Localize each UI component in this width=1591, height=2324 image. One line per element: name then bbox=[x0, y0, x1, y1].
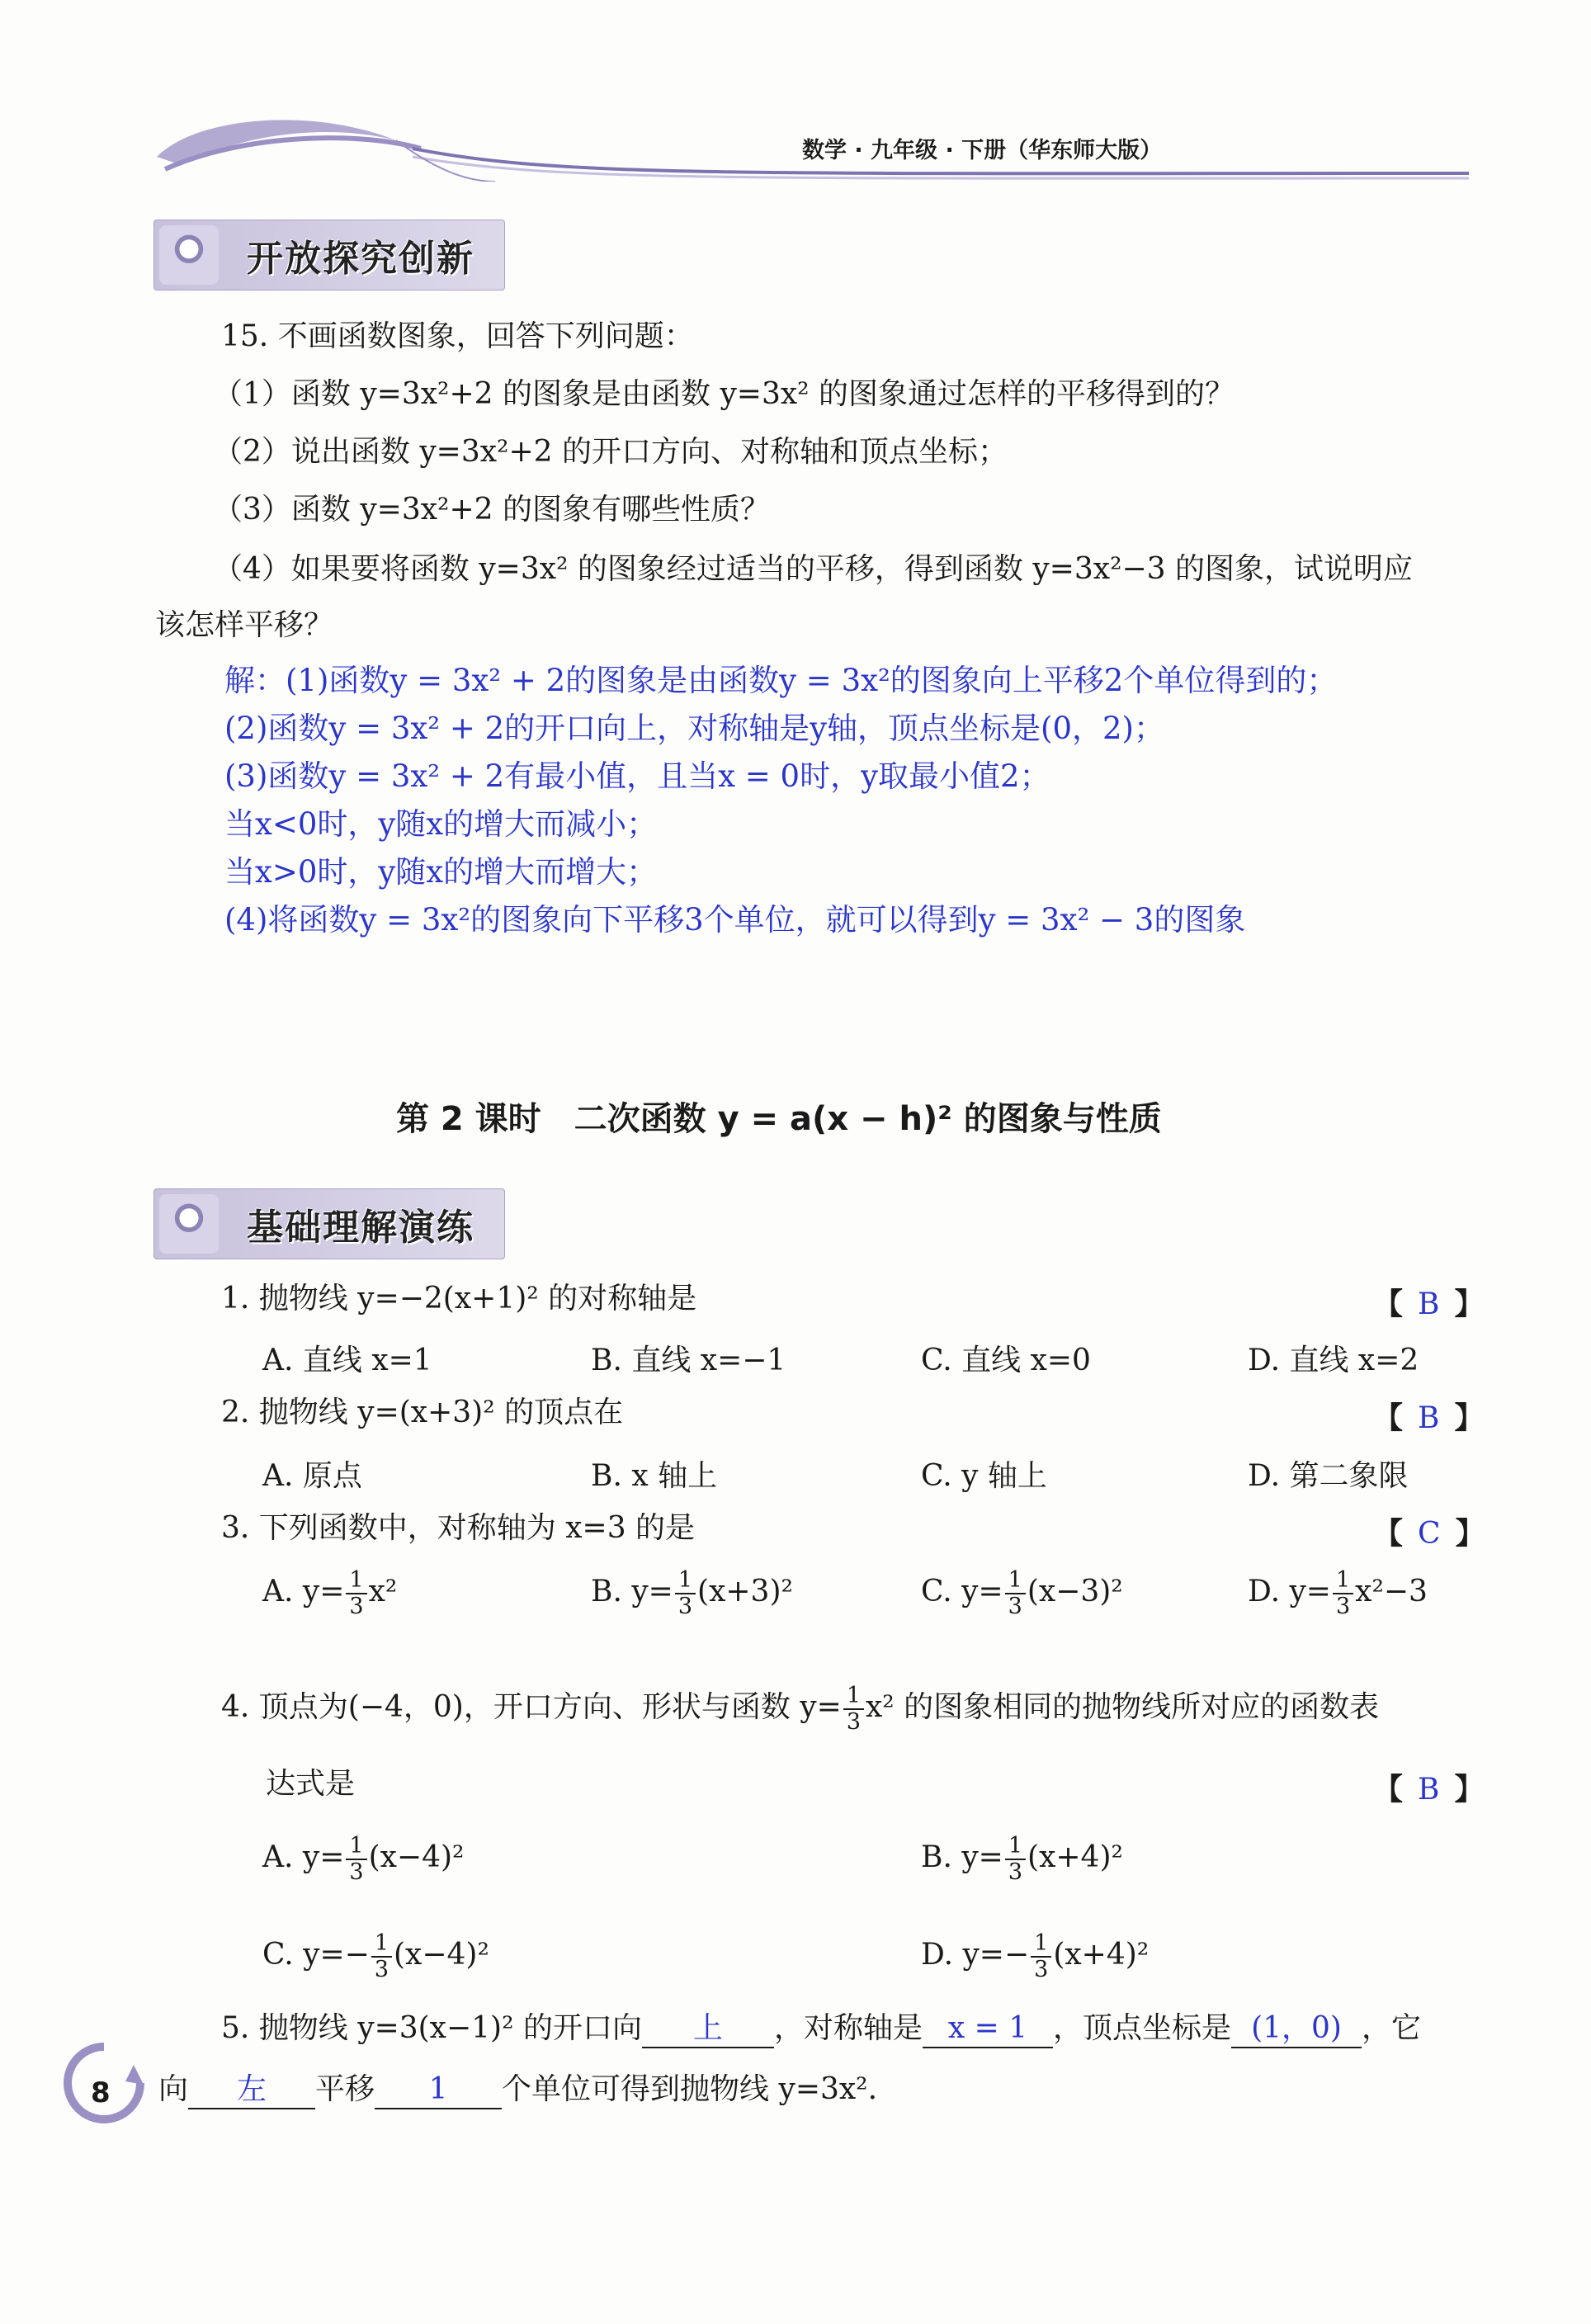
q2-stem: 2. 抛物线 y=(x+3)² 的顶点在 bbox=[221, 1396, 624, 1429]
q5-blank-units[interactable]: 1 bbox=[375, 2071, 502, 2109]
q15-part4-line2: 该怎样平移？ bbox=[155, 608, 334, 642]
q1-option-c: C. 直线 x=0 bbox=[921, 1344, 1091, 1377]
banner-title: 开放探究创新 bbox=[247, 238, 474, 280]
q3-answer-bracket: 【 C 】 bbox=[1373, 1517, 1485, 1551]
q2-answer: B bbox=[1418, 1401, 1440, 1435]
q4-answer: B bbox=[1418, 1773, 1440, 1807]
q15-solution bbox=[224, 657, 1337, 944]
q3-option-c: C. y= $\frac{1}{3}$ (x−3)² bbox=[921, 1567, 1123, 1619]
q2-option-d: D. 第二象限 bbox=[1248, 1459, 1409, 1493]
q1-answer-bracket: 【 B 】 bbox=[1373, 1287, 1485, 1321]
q4-option-d: D. y=− $\frac{1}{3}$ (x+4)² bbox=[921, 1930, 1150, 1982]
q15-stem: 15. 不画函数图象，回答下列问题： bbox=[221, 319, 694, 353]
mascot-icon bbox=[159, 1194, 219, 1254]
lesson-title: 第 2 课时 二次函数 y = a(x − h)² 的图象与性质 bbox=[396, 1100, 1162, 1138]
solution-line: (4)将函数y = 3x²的图象向下平移3个单位，就可以得到y = 3x² − 3的图象 bbox=[224, 902, 1246, 938]
q5-line1: 5. 抛物线 y=3(x−1)² 的开口向 上 ，对称轴是 x = 1 ，顶点坐标是 (1，0) ，它 bbox=[221, 2010, 1421, 2048]
q4-option-b: B. y= $\frac{1}{3}$ (x+4)² bbox=[921, 1833, 1123, 1885]
q4-stem-line2: 达式是 bbox=[266, 1767, 356, 1801]
q5-blank-vertex[interactable]: (1，0) bbox=[1231, 2010, 1362, 2048]
q4-option-a: A. y= $\frac{1}{3}$ (x−4)² bbox=[262, 1833, 465, 1885]
q5-blank-direction[interactable]: 左 bbox=[188, 2071, 315, 2109]
q15-part4-line1: （4）如果要将函数 y=3x² 的图象经过适当的平移，得到函数 y=3x²−3 的图象，试说明应 bbox=[213, 552, 1414, 586]
q3-stem: 3. 下列函数中，对称轴为 x=3 的是 bbox=[221, 1511, 696, 1545]
page-number-badge bbox=[59, 2038, 149, 2128]
header-title: 数学 · 九年级 · 下册（华东师大版） bbox=[802, 138, 1163, 163]
solution-line: 解：(1)函数y = 3x² + 2的图象是由函数y = 3x²的图象向上平移2个单位得到的； bbox=[224, 663, 1338, 698]
q5-line2: 向 左 平移 1 个单位可得到抛物线 y=3x². bbox=[158, 2071, 877, 2109]
q2-option-c: C. y 轴上 bbox=[921, 1459, 1047, 1493]
q15-part1: （1）函数 y=3x²+2 的图象是由函数 y=3x² 的图象通过怎样的平移得到的？ bbox=[213, 377, 1235, 411]
q2-option-b: B. x 轴上 bbox=[591, 1459, 718, 1493]
q2-option-a: A. 原点 bbox=[262, 1459, 362, 1493]
q4-option-c: C. y=− $\frac{1}{3}$ (x−4)² bbox=[262, 1930, 489, 1982]
q1-option-d: D. 直线 x=2 bbox=[1248, 1344, 1419, 1377]
section-banner-open-inquiry bbox=[153, 220, 505, 290]
q3-answer: C bbox=[1418, 1517, 1441, 1551]
solution-line: (3)函数y = 3x² + 2有最小值，且当x = 0时，y取最小值2； bbox=[224, 758, 1050, 794]
q15-part2: （2）说出函数 y=3x²+2 的开口方向、对称轴和顶点坐标； bbox=[213, 435, 1008, 469]
solution-line: 当x>0时，y随x的增大而增大； bbox=[224, 854, 658, 890]
q1-option-b: B. 直线 x=−1 bbox=[591, 1344, 786, 1377]
page-number: 8 bbox=[91, 2076, 111, 2109]
q4-answer-bracket: 【 B 】 bbox=[1373, 1773, 1485, 1807]
mascot-icon bbox=[159, 225, 219, 285]
q3-option-d: D. y= $\frac{1}{3}$ x²−3 bbox=[1248, 1567, 1428, 1619]
q4-stem-line1: 4. 顶点为(−4，0)，开口方向、形状与函数 y= $\frac{1}{3}$ x² 的图象相同的抛物线所对应的函数表 bbox=[221, 1683, 1380, 1735]
solution-line: (2)函数y = 3x² + 2的开口向上，对称轴是y轴，顶点坐标是(0，2)； bbox=[224, 711, 1164, 746]
section-banner-basic-practice bbox=[153, 1188, 505, 1259]
q1-stem: 1. 抛物线 y=−2(x+1)² 的对称轴是 bbox=[221, 1282, 697, 1316]
q15-part3: （3）函数 y=3x²+2 的图象有哪些性质？ bbox=[213, 493, 771, 527]
q1-answer: B bbox=[1418, 1287, 1440, 1321]
q5-blank-opening[interactable]: 上 bbox=[642, 2010, 774, 2048]
q5-blank-axis[interactable]: x = 1 bbox=[923, 2010, 1053, 2048]
q1-option-a: A. 直线 x=1 bbox=[262, 1344, 432, 1377]
q2-answer-bracket: 【 B 】 bbox=[1373, 1401, 1485, 1435]
q3-option-a: A. y= $\frac{1}{3}$ x² bbox=[262, 1567, 398, 1619]
q3-option-b: B. y= $\frac{1}{3}$ (x+3)² bbox=[591, 1567, 793, 1619]
solution-line: 当x<0时，y随x的增大而减小； bbox=[224, 806, 658, 842]
banner-title: 基础理解演练 bbox=[247, 1207, 474, 1249]
